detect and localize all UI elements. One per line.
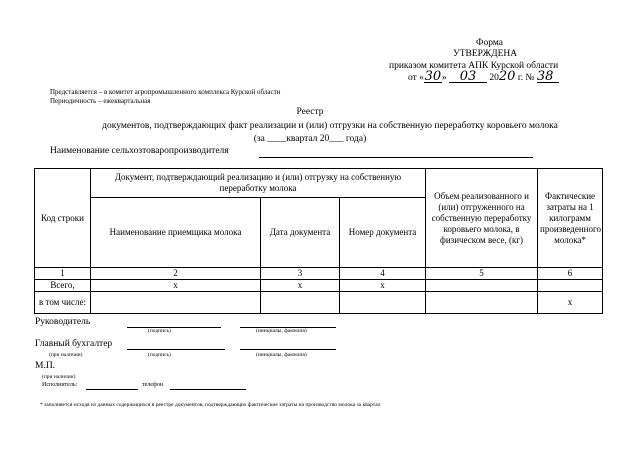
- stamp-label: М.П.: [35, 361, 56, 371]
- row-incl-label: в том числе:: [35, 292, 91, 314]
- doc-group-header: Документ, подтверждающий реализацию и (или) отгрузку на собственную переработку молока: [91, 169, 426, 198]
- table-cell: [426, 280, 538, 292]
- table-cell: х: [340, 280, 426, 292]
- day-handwritten: 30: [424, 69, 442, 84]
- number-handwritten: 38: [537, 72, 559, 83]
- stamp-if-any: (при наличии): [42, 374, 76, 380]
- producer-label: Наименование сельхозтоваропроизводителя: [50, 146, 229, 156]
- periodicity: Периодичность – ежеквартальная: [50, 97, 151, 105]
- footnote: * заполняется исходя из данных содержащихся в реестре документов, подтверждающих фактические затраты на производство молока за квартал: [40, 402, 381, 408]
- month-handwritten: 03: [449, 72, 487, 83]
- col-number-4: 4: [340, 268, 426, 280]
- table-cell: х: [91, 280, 261, 292]
- table-cell: [261, 292, 340, 314]
- registry-title: Реестр: [296, 107, 324, 117]
- table-cell: х: [538, 292, 603, 314]
- year-handwritten: 20: [498, 69, 516, 84]
- col-date-header: Дата документа: [261, 198, 340, 268]
- year-prefix: 20: [489, 73, 499, 83]
- phone-label: телефон: [142, 382, 164, 388]
- order-line: приказом комитета АПК Курской области: [389, 61, 559, 71]
- accountant-if-any: (при наличии): [49, 352, 83, 358]
- head-signature-line: [127, 327, 221, 328]
- col-number-1: 1: [35, 268, 91, 280]
- table-row: [35, 292, 603, 314]
- accountant-label: Главный бухгалтер: [35, 339, 113, 349]
- col-number-header: Номер документа: [340, 198, 426, 268]
- form-label: Форма: [476, 38, 504, 48]
- year-suffix: г. №: [517, 73, 535, 83]
- table-cell: х: [261, 280, 340, 292]
- date-prefix: от «: [408, 73, 424, 83]
- day-suffix: »: [441, 73, 447, 83]
- registry-subtitle: документов, подтверждающих факт реализации и (или) отгрузки на собственную переработку коровьего молока: [102, 121, 558, 131]
- head-label: Руководитель: [35, 317, 91, 327]
- col-recipient-header: Наименование приемщика молока: [91, 198, 261, 268]
- col-costs-header: Фактические затраты на 1 килограмм произведенного молока*: [538, 169, 603, 268]
- accountant-signature-hint: (подпись): [148, 352, 171, 358]
- col-code-header: Код строки: [35, 169, 91, 268]
- table-cell: [340, 292, 426, 314]
- accountant-signature-line: [127, 349, 225, 350]
- head-signature-hint: (подпись): [148, 328, 171, 334]
- row-total-label: Всего,: [35, 280, 91, 292]
- table-cell: [426, 292, 538, 314]
- registry-period: (за ____квартал 20___ года): [253, 134, 367, 144]
- producer-name-line: [259, 157, 533, 158]
- col-number-5: 5: [426, 268, 538, 280]
- col-volume-header: Объем реализованного и (или) отгруженного на собственную переработку коровьего молока, в физическом весе, (кг): [426, 169, 538, 268]
- col-number-6: 6: [538, 268, 603, 280]
- head-name-hint: (инициалы, фамилия): [256, 328, 307, 334]
- table-cell: [91, 292, 261, 314]
- table-row: [35, 280, 603, 292]
- executor-label: Исполнитель:: [42, 382, 78, 388]
- phone-line: [170, 389, 246, 390]
- col-number-2: 2: [91, 268, 261, 280]
- registry-table: [34, 168, 603, 314]
- table-cell: [538, 280, 603, 292]
- order-date-line: [408, 69, 559, 84]
- submitted-to: Представляется – в комитет агропромышленного комплекса Курской области: [50, 88, 281, 96]
- executor-line: [86, 389, 138, 390]
- approved-label: УТВЕРЖДЕНА: [453, 49, 518, 59]
- accountant-name-hint: (инициалы, фамилия): [256, 352, 307, 358]
- col-number-3: 3: [261, 268, 340, 280]
- accountant-name-line: [240, 349, 336, 350]
